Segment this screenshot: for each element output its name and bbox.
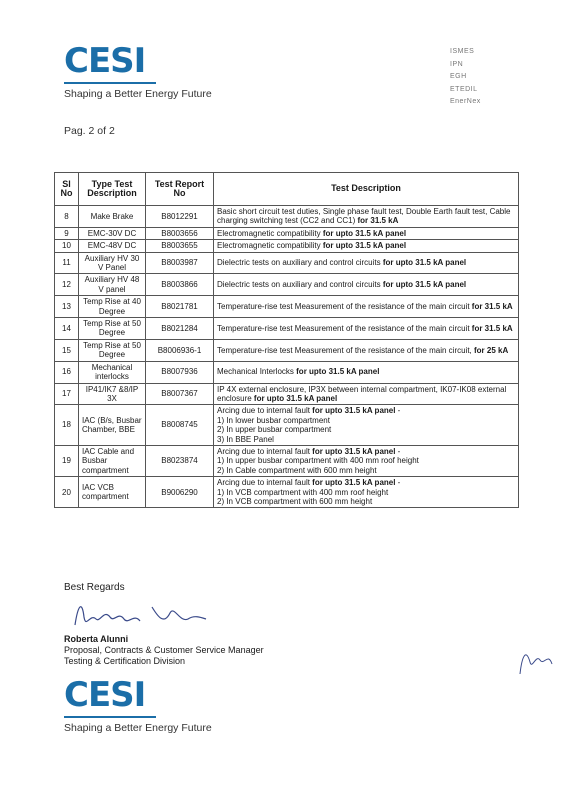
description-sub-item: 2) In Cable compartment with 600 mm height <box>217 465 377 475</box>
cesi-logo-header <box>64 41 212 100</box>
header-sl-no: Sl No <box>55 173 79 206</box>
role-line-2: Testing & Certification Division <box>64 656 186 666</box>
role-line-1: Proposal, Contracts & Customer Service Manager <box>64 645 264 655</box>
cell-sl-no: 15 <box>55 339 79 361</box>
cell-report-no: B8007936 <box>146 361 214 383</box>
table-row <box>55 296 519 318</box>
cell-type-test: IAC Cable and Busbar compartment <box>79 445 146 476</box>
header-report-no: Test Report No <box>146 173 214 206</box>
cell-report-no: B8003987 <box>146 252 214 274</box>
logo-wordmark: CESI <box>64 41 146 81</box>
description-rating: for 31.5 kA <box>469 323 513 333</box>
table-row <box>55 227 519 239</box>
header-test-description: Test Description <box>214 173 519 206</box>
cell-test-description <box>214 296 519 318</box>
cell-sl-no: 19 <box>55 445 79 476</box>
partner-logo-egh: EGH <box>450 73 467 80</box>
cell-sl-no: 13 <box>55 296 79 318</box>
description-text: Temperature-rise test Measurement of the resistance of the main circuit <box>217 323 470 333</box>
table-row <box>55 274 519 296</box>
cell-report-no: B9006290 <box>146 477 214 508</box>
cell-report-no: B8006936-1 <box>146 339 214 361</box>
cell-test-description <box>214 477 519 508</box>
closing-greeting <box>64 582 125 593</box>
partner-logo-ismes: ISMES <box>450 48 475 55</box>
cell-test-description <box>214 252 519 274</box>
description-sub-item: 2) In VCB compartment with 600 mm height <box>217 496 373 506</box>
description-rating: for 31.5 kA <box>469 301 513 311</box>
footer-logo-wordmark: CESI <box>64 675 146 715</box>
cell-sl-no: 14 <box>55 318 79 340</box>
description-rating: for upto 31.5 kA panel <box>293 367 380 377</box>
cell-test-description <box>214 227 519 239</box>
partner-logos <box>450 46 514 109</box>
cell-type-test: Mechanical interlocks <box>79 361 146 383</box>
cell-type-test: IP41/IK7 &8/IP 3X <box>79 383 146 405</box>
description-rating: for upto 31.5 kA panel <box>320 228 407 238</box>
cell-test-description <box>214 339 519 361</box>
partner-logo-etedil: ETEDIL <box>450 85 478 93</box>
cell-test-description <box>214 206 519 228</box>
cell-report-no: B8021781 <box>146 296 214 318</box>
cell-report-no: B8023874 <box>146 445 214 476</box>
cell-test-description <box>214 274 519 296</box>
description-rating: for 25 kA <box>471 345 509 355</box>
description-rating: for upto 31.5 kA panel <box>380 258 467 268</box>
description-tail: - <box>395 478 401 488</box>
signatory-role <box>64 645 264 667</box>
cell-report-no: B8003656 <box>146 227 214 239</box>
description-text: Mechanical Interlocks <box>217 367 294 377</box>
cell-type-test: Temp Rise at 50 Degree <box>79 318 146 340</box>
cell-sl-no: 8 <box>55 206 79 228</box>
cell-type-test: Auxiliary HV 30 V Panel <box>79 252 146 274</box>
description-text: Temperature-rise test Measurement of the resistance of the main circuit, <box>217 345 472 355</box>
description-text: Temperature-rise test Measurement of the resistance of the main circuit <box>217 301 470 311</box>
cell-type-test: Auxiliary HV 48 V panel <box>79 274 146 296</box>
description-tail: - <box>395 446 401 456</box>
description-rating: for 31.5 kA <box>355 216 399 226</box>
description-text: Basic short circuit test duties, Single phase fault test, Double Earth fault test, Cable charging switching test (CC2 and CC1) <box>217 207 511 226</box>
type-test-table <box>54 172 519 508</box>
description-text: Arcing due to internal fault <box>217 478 310 488</box>
partner-logo-ipn: IPN <box>450 60 464 68</box>
cell-type-test: Temp Rise at 40 Degree <box>79 296 146 318</box>
cell-report-no: B8003866 <box>146 274 214 296</box>
description-text: Dielectric tests on auxiliary and control circuits <box>217 280 381 290</box>
description-sub-item: 1) In upper busbar compartment with 400 mm roof height <box>217 456 419 466</box>
table-header-row <box>55 173 519 206</box>
table-row <box>55 318 519 340</box>
description-text: Arcing due to internal fault <box>217 406 310 416</box>
cell-type-test: IAC (B/s, Busbar Chamber, BBE <box>79 405 146 446</box>
table-row <box>55 477 519 508</box>
table-row <box>55 445 519 476</box>
cell-test-description <box>214 405 519 446</box>
description-text: Dielectric tests on auxiliary and control circuits <box>217 258 381 268</box>
description-text: IP 4X external enclosure, IP3X between internal compartment, IK07-IK08 external enclosure <box>217 384 507 403</box>
header-type-test: Type Test Description <box>79 173 146 206</box>
description-rating: for upto 31.5 kA panel <box>320 241 407 251</box>
footer-logo-tagline: Shaping a Better Energy Future <box>64 722 212 734</box>
partner-logo-enernex: EnerNex <box>450 98 481 105</box>
description-text: Electromagnetic compatibility <box>217 228 321 238</box>
cell-sl-no: 18 <box>55 405 79 446</box>
page-number: Pag. 2 of 2 <box>64 125 115 137</box>
signatory-name: Roberta Alunni <box>64 634 129 644</box>
cell-test-description <box>214 445 519 476</box>
table-row <box>55 252 519 274</box>
table-row <box>55 383 519 405</box>
footer-logo-underline <box>64 716 156 718</box>
cell-test-description <box>214 240 519 252</box>
table-row <box>55 339 519 361</box>
description-text: Electromagnetic compatibility <box>217 241 321 251</box>
cell-report-no: B8012291 <box>146 206 214 228</box>
description-tail: - <box>395 406 401 416</box>
description-sub-item: 1) In VCB compartment with 400 mm roof height <box>217 487 389 497</box>
description-rating: for upto 31.5 kA panel <box>251 393 338 403</box>
table-row <box>55 361 519 383</box>
description-sub-item: 3) In BBE Panel <box>217 434 274 444</box>
cell-type-test: EMC-30V DC <box>79 227 146 239</box>
cesi-logo-footer <box>64 675 212 734</box>
cell-report-no: B8021284 <box>146 318 214 340</box>
cell-type-test: EMC-48V DC <box>79 240 146 252</box>
cell-test-description <box>214 318 519 340</box>
table-row <box>55 240 519 252</box>
description-sub-item: 1) In lower busbar compartment <box>217 415 330 425</box>
description-rating: for upto 31.5 kA panel <box>309 446 396 456</box>
cell-report-no: B8008745 <box>146 405 214 446</box>
cell-sl-no: 17 <box>55 383 79 405</box>
table-row <box>55 405 519 446</box>
description-rating: for upto 31.5 kA panel <box>309 406 396 416</box>
cell-sl-no: 16 <box>55 361 79 383</box>
table-row <box>55 206 519 228</box>
cell-sl-no: 11 <box>55 252 79 274</box>
cell-type-test: Make Brake <box>79 206 146 228</box>
cell-report-no: B8003655 <box>146 240 214 252</box>
cell-report-no: B8007367 <box>146 383 214 405</box>
cell-sl-no: 9 <box>55 227 79 239</box>
description-text: Arcing due to internal fault <box>217 446 310 456</box>
cell-test-description <box>214 383 519 405</box>
cell-sl-no: 12 <box>55 274 79 296</box>
cell-sl-no: 10 <box>55 240 79 252</box>
cell-test-description <box>214 361 519 383</box>
cell-sl-no: 20 <box>55 477 79 508</box>
cell-type-test: Temp Rise at 50 Degree <box>79 339 146 361</box>
description-sub-item: 2) In upper busbar compartment <box>217 425 332 435</box>
margin-initials <box>516 644 556 678</box>
logo-tagline: Shaping a Better Energy Future <box>64 88 212 100</box>
description-rating: for upto 31.5 kA panel <box>380 280 467 290</box>
cell-type-test: IAC VCB compartment <box>79 477 146 508</box>
handwritten-signature <box>70 595 220 635</box>
logo-underline <box>64 82 156 84</box>
greeting-text: Best Regards <box>64 582 125 593</box>
description-rating: for upto 31.5 kA panel <box>309 478 396 488</box>
